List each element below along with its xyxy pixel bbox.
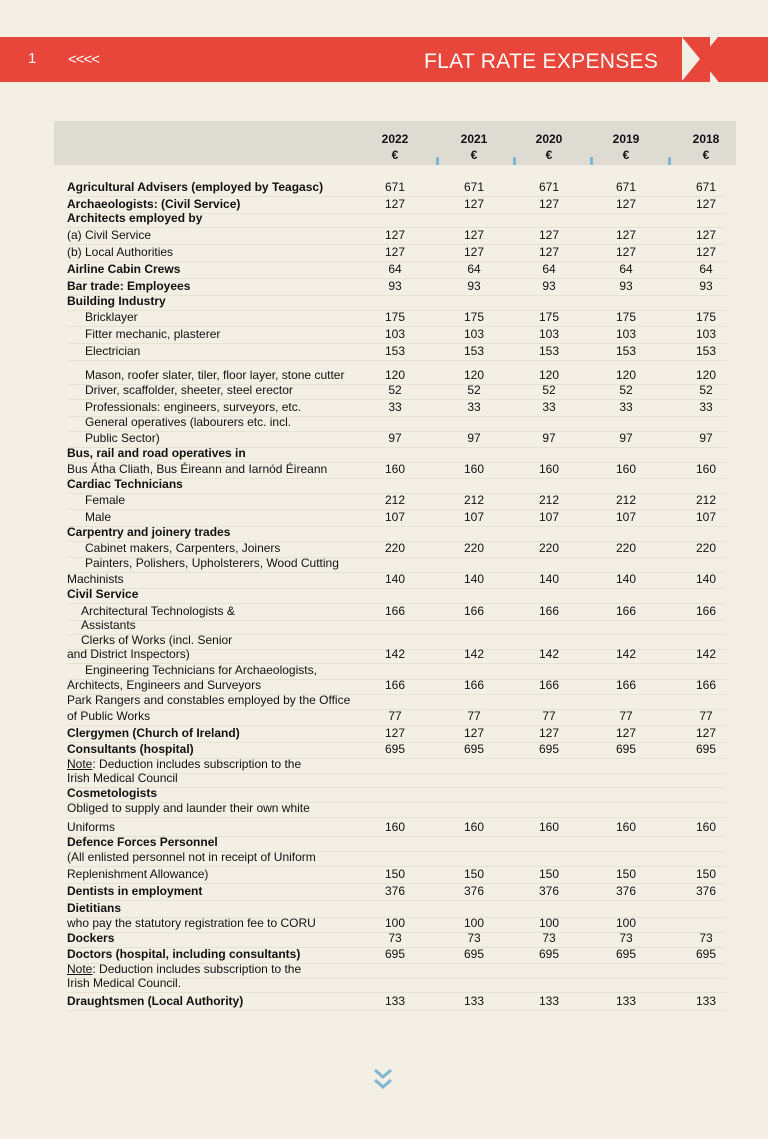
cell-value: 107 [384,510,406,524]
cell-value: 127 [695,228,717,242]
table-row [67,975,727,993]
cell-value: 127 [538,245,560,259]
column-unit: € [622,148,630,162]
cell-value: 160 [463,462,485,476]
cell-value: 93 [467,279,481,293]
row-label: Machinists [67,572,124,586]
cell-value: 107 [463,510,485,524]
cell-value: 671 [538,180,560,194]
cell-value: 52 [619,383,633,397]
banner-notch [682,37,700,81]
cell-value: 127 [615,245,637,259]
row-label: Architects, Engineers and Surveyors [67,678,262,692]
row-label: Cabinet makers, Carpenters, Joiners [85,541,281,555]
cell-value: 107 [538,510,560,524]
cell-value: 127 [695,197,717,211]
row-label: Archaeologists: (Civil Service) [67,197,241,211]
cell-value: 140 [615,572,637,586]
row-label: Agricultural Advisers (employed by Teagasc) [67,180,324,194]
cell-value: 220 [615,541,637,555]
cell-value: 220 [384,541,406,555]
column-unit: € [391,148,399,162]
cell-value: 376 [615,884,637,898]
cell-value: 93 [542,279,556,293]
cell-value: 133 [384,994,406,1008]
cell-value: 140 [384,572,406,586]
column-header-2018 [681,131,731,163]
column-unit: € [470,148,478,162]
row-label: Uniforms [67,820,116,834]
cell-value: 695 [538,742,560,756]
column-unit: € [545,148,553,162]
cell-value: 695 [695,742,717,756]
row-label: Clergymen (Church of Ireland) [67,726,240,740]
cell-value: 175 [615,310,637,324]
cell-value: 671 [463,180,485,194]
cell-value: 64 [542,262,556,276]
cell-value: 212 [695,493,717,507]
cell-value: 77 [699,709,713,723]
cell-value: 127 [384,228,406,242]
cell-value: 175 [384,310,406,324]
cell-value: 166 [695,678,717,692]
cell-value: 120 [463,368,485,382]
row-label: Note: Deduction includes subscription to the [67,962,302,976]
cell-value: 33 [619,400,633,414]
page-number: 1 [28,50,37,67]
cell-value: 103 [615,327,637,341]
cell-value: 33 [699,400,713,414]
row-label: (a) Civil Service [67,228,152,242]
cell-value: 153 [384,344,406,358]
column-year: 2018 [692,132,720,146]
cell-value: 695 [384,742,406,756]
cell-value: 140 [695,572,717,586]
cell-value: 77 [388,709,402,723]
cell-value: 150 [695,867,717,881]
cell-value: 175 [463,310,485,324]
row-label: and District Inspectors) [67,647,190,661]
row-label: Assistants [81,618,136,632]
cell-value: 376 [538,884,560,898]
cell-value: 33 [467,400,481,414]
cell-value: 220 [463,541,485,555]
cell-value: 127 [463,228,485,242]
cell-value: 133 [615,994,637,1008]
cell-value: 107 [615,510,637,524]
cell-value: 671 [695,180,717,194]
cell-value: 127 [463,197,485,211]
row-label: Cosmetologists [67,786,158,800]
row-label: Architects employed by [67,211,203,225]
cell-value: 107 [695,510,717,524]
column-divider-tick [668,157,671,165]
cell-value: 212 [615,493,637,507]
table-row [67,883,727,901]
cell-value: 133 [463,994,485,1008]
cell-value: 160 [384,820,406,834]
cell-value: 64 [619,262,633,276]
cell-value: 695 [615,947,637,961]
cell-value: 142 [463,647,485,661]
table-row [67,800,727,818]
column-unit: € [702,148,710,162]
cell-value: 103 [463,327,485,341]
row-label: Mason, roofer slater, tiler, floor layer, stone cutter [85,368,345,382]
column-header-2021 [449,131,499,163]
cell-value: 103 [538,327,560,341]
row-label: Professionals: engineers, surveyors, etc. [85,400,302,414]
cell-value: 142 [384,647,406,661]
cell-value: 127 [384,245,406,259]
cell-value: 103 [384,327,406,341]
cell-value: 73 [619,931,633,945]
cell-value: 695 [384,947,406,961]
cell-value: 376 [384,884,406,898]
cell-value: 127 [695,726,717,740]
cell-value: 120 [384,368,406,382]
row-label: Park Rangers and constables employed by the Office [67,693,351,707]
row-label: General operatives (labourers etc. incl. [85,415,292,429]
cell-value: 695 [463,742,485,756]
cell-value: 97 [467,431,481,445]
cell-value: 97 [388,431,402,445]
cell-value: 142 [615,647,637,661]
table-row [67,261,727,279]
row-label: Cardiac Technicians [67,477,183,491]
row-label: who pay the statutory registration fee to CORU [67,916,316,930]
cell-value: 153 [615,344,637,358]
cell-value: 127 [615,197,637,211]
cell-value: 97 [542,431,556,445]
cell-value: 212 [384,493,406,507]
column-year: 2022 [381,132,409,146]
row-label: Obliged to supply and launder their own white [67,801,310,815]
cell-value: 166 [615,604,637,618]
table-row [67,993,727,1011]
cell-value: 166 [384,678,406,692]
cell-value: 52 [699,383,713,397]
row-label: Doctors (hospital, including consultants) [67,947,301,961]
cell-value: 64 [467,262,481,276]
cell-value: 166 [615,678,637,692]
row-label: Clerks of Works (incl. Senior [81,633,233,647]
cell-value: 150 [538,867,560,881]
row-label: Public Sector) [85,431,160,445]
table-row [67,708,727,726]
cell-value: 97 [699,431,713,445]
row-label: Male [85,510,112,524]
cell-value: 166 [463,604,485,618]
cell-value: 153 [538,344,560,358]
column-header-2019 [601,131,651,163]
cell-value: 160 [615,820,637,834]
row-label: Engineering Technicians for Archaeologists, [85,663,317,677]
cell-value: 212 [463,493,485,507]
row-label: Consultants (hospital) [67,742,194,756]
cell-value: 100 [463,916,485,930]
table-row [67,849,727,867]
row-label: Dietitians [67,901,122,915]
cell-value: 140 [538,572,560,586]
row-label: Replenishment Allowance) [67,867,209,881]
cell-value: 142 [695,647,717,661]
cell-value: 64 [699,262,713,276]
cell-value: 77 [467,709,481,723]
row-label: (All enlisted personnel not in receipt of Uniform [67,850,316,864]
cell-value: 153 [695,344,717,358]
cell-value: 695 [538,947,560,961]
column-year: 2021 [460,132,488,146]
cell-value: 166 [538,604,560,618]
row-label: Irish Medical Council. [67,976,182,990]
cell-value: 671 [615,180,637,194]
column-year: 2020 [535,132,563,146]
row-label: Architectural Technologists & [81,604,235,618]
cell-value: 166 [384,604,406,618]
column-divider-tick [513,157,516,165]
row-label: Airline Cabin Crews [67,262,181,276]
column-header-2022 [370,131,420,163]
column-divider-tick [590,157,593,165]
cell-value: 160 [615,462,637,476]
cell-value: 140 [463,572,485,586]
table-row [67,492,727,510]
column-header-2020 [524,131,574,163]
row-label: Irish Medical Council [67,771,178,785]
row-label: (b) Local Authorities [67,245,174,259]
back-link[interactable]: <<<< [68,51,100,68]
cell-value: 671 [384,180,406,194]
cell-value: 97 [619,431,633,445]
cell-value: 73 [467,931,481,945]
cell-value: 220 [695,541,717,555]
row-label: Note: Deduction includes subscription to the [67,757,302,771]
cell-value: 120 [538,368,560,382]
row-label: Bus Átha Cliath, Bus Éireann and Iarnód Éireann [67,462,328,476]
cell-value: 166 [538,678,560,692]
cell-value: 160 [538,820,560,834]
row-label: Electrician [85,344,141,358]
cell-value: 103 [695,327,717,341]
row-label: Draughtsmen (Local Authority) [67,994,244,1008]
cell-value: 52 [388,383,402,397]
cell-value: 127 [384,197,406,211]
row-label: Female [85,493,126,507]
cell-value: 127 [384,726,406,740]
column-divider-tick [436,157,439,165]
cell-value: 150 [463,867,485,881]
cell-value: 120 [615,368,637,382]
cell-value: 212 [538,493,560,507]
row-label: Fitter mechanic, plasterer [85,327,221,341]
cell-value: 127 [615,726,637,740]
row-label: Defence Forces Personnel [67,835,218,849]
cell-value: 127 [463,726,485,740]
cell-value: 64 [388,262,402,276]
cell-value: 33 [542,400,556,414]
cell-value: 175 [695,310,717,324]
row-label: Painters, Polishers, Upholsterers, Wood Cutting [85,556,339,570]
cell-value: 127 [538,228,560,242]
cell-value: 695 [463,947,485,961]
cell-value: 127 [538,726,560,740]
cell-value: 93 [388,279,402,293]
table-row [67,227,727,245]
cell-value: 166 [463,678,485,692]
cell-value: 160 [384,462,406,476]
cell-value: 52 [467,383,481,397]
cell-value: 160 [538,462,560,476]
row-label: Driver, scaffolder, sheeter, steel erector [85,383,293,397]
cell-value: 33 [388,400,402,414]
banner-arrow-icon [700,37,718,81]
page-title: FLAT RATE EXPENSES [424,50,659,73]
cell-value: 127 [463,245,485,259]
table-row [67,210,727,228]
table-row [67,179,727,197]
cell-value: 160 [695,820,717,834]
cell-value: 52 [542,383,556,397]
row-label: Bricklayer [85,310,138,324]
row-label: of Public Works [67,709,151,723]
table-row [67,326,727,344]
table-row [67,586,727,604]
cell-value: 150 [615,867,637,881]
cell-value: 73 [388,931,402,945]
cell-value: 153 [463,344,485,358]
cell-value: 77 [619,709,633,723]
cell-value: 133 [538,994,560,1008]
cell-value: 150 [384,867,406,881]
cell-value: 376 [695,884,717,898]
cell-value: 120 [695,368,717,382]
cell-value: 93 [699,279,713,293]
cell-value: 93 [619,279,633,293]
cell-value: 166 [695,604,717,618]
table-row [67,244,727,262]
column-year: 2019 [612,132,640,146]
cell-value: 220 [538,541,560,555]
cell-value: 142 [538,647,560,661]
cell-value: 376 [463,884,485,898]
row-label: Bus, rail and road operatives in [67,446,246,460]
row-label: Bar trade: Employees [67,279,191,293]
banner-arrow-fill [718,37,768,82]
row-label: Building Industry [67,294,166,308]
cell-value: 175 [538,310,560,324]
cell-value: 100 [615,916,637,930]
cell-value: 100 [384,916,406,930]
cell-value: 100 [538,916,560,930]
row-label: Civil Service [67,587,139,601]
double-chevron-down-icon[interactable] [372,1066,394,1094]
cell-value: 77 [542,709,556,723]
row-label: Dockers [67,931,115,945]
cell-value: 73 [699,931,713,945]
table-row [67,866,727,884]
cell-value: 73 [542,931,556,945]
cell-value: 127 [695,245,717,259]
row-label: Dentists in employment [67,884,203,898]
table-row [67,382,727,400]
cell-value: 695 [615,742,637,756]
cell-value: 160 [695,462,717,476]
cell-value: 160 [463,820,485,834]
table-row [67,343,727,361]
table-row [67,309,727,327]
cell-value: 695 [695,947,717,961]
row-label: Carpentry and joinery trades [67,525,231,539]
cell-value: 127 [538,197,560,211]
cell-value: 127 [615,228,637,242]
cell-value: 133 [695,994,717,1008]
